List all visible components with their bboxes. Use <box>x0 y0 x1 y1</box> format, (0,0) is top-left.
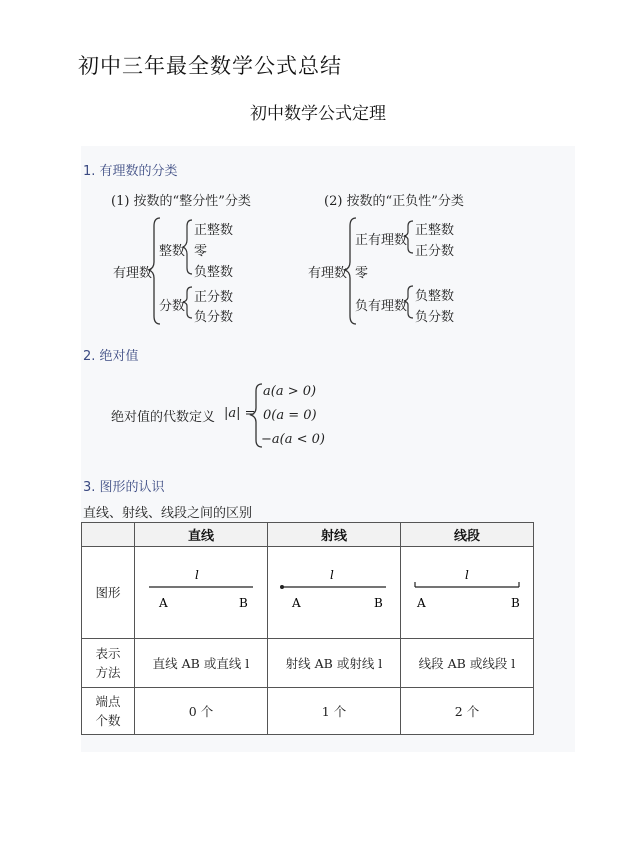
table-header-cell: 直线 <box>135 523 268 547</box>
class2-group1-item: 正分数 <box>415 244 455 259</box>
segment-figure <box>401 561 533 621</box>
abs-case: a(a > 0) <box>263 384 317 399</box>
row-label <box>82 688 135 735</box>
figure-line-cell <box>135 547 268 639</box>
class2-root: 有理数 <box>308 266 348 281</box>
class1-group2-item: 正分数 <box>194 290 234 305</box>
class2-group2: 负有理数 <box>355 299 408 314</box>
main-title: 初中三年最全数学公式总结 <box>78 54 342 78</box>
endpoint-cell: 1 个 <box>268 688 401 735</box>
class2-group1-item: 正整数 <box>415 223 455 238</box>
line-label: l <box>465 568 469 582</box>
point-a-label: A <box>159 596 168 610</box>
endpoint-cell: 2 个 <box>401 688 534 735</box>
row-label-text: 表示方法 <box>95 646 121 680</box>
class1-root: 有理数 <box>113 266 153 281</box>
table-row <box>82 688 534 735</box>
notation-cell: 射线 AB 或射线 l <box>268 639 401 688</box>
point-b-label: B <box>239 596 248 610</box>
table-caption: 直线、射线、线段之间的区别 <box>83 506 253 521</box>
class1-group1: 整数 <box>159 244 186 259</box>
class2-zero: 零 <box>355 266 369 281</box>
table-header-cell: 射线 <box>268 523 401 547</box>
ray-figure <box>268 561 400 621</box>
class1-caption: (1) 按数的“整分性”分类 <box>111 194 251 209</box>
class1-group2: 分数 <box>159 299 186 314</box>
section-2-heading: 2. 绝对值 <box>83 349 139 364</box>
class2-group2-item: 负整数 <box>415 289 455 304</box>
row-label <box>82 639 135 688</box>
point-b-label: B <box>374 596 383 610</box>
line-label: l <box>330 568 334 582</box>
abs-label: 绝对值的代数定义 <box>111 410 216 425</box>
row-label-text: 端点个数 <box>95 694 121 728</box>
point-b-label: B <box>511 596 520 610</box>
endpoint-cell: 0 个 <box>135 688 268 735</box>
comparison-table <box>81 522 534 735</box>
table-header-corner <box>82 523 135 547</box>
class2-caption: (2) 按数的“正负性”分类 <box>324 194 464 209</box>
row-label: 图形 <box>82 547 135 639</box>
class1-group2-item: 负分数 <box>194 310 234 325</box>
table-row <box>82 639 534 688</box>
class2-group1: 正有理数 <box>355 233 408 248</box>
point-a-label: A <box>417 596 426 610</box>
point-a-label: A <box>292 596 301 610</box>
table-header-cell: 线段 <box>401 523 534 547</box>
figure-ray-cell <box>268 547 401 639</box>
class2-group2-item: 负分数 <box>415 310 455 325</box>
section-3-heading: 3. 图形的认识 <box>83 480 165 495</box>
sub-title: 初中数学公式定理 <box>250 104 386 124</box>
notation-cell: 直线 AB 或直线 l <box>135 639 268 688</box>
class1-group1-item: 正整数 <box>194 223 234 238</box>
figure-segment-cell <box>401 547 534 639</box>
section-1-heading: 1. 有理数的分类 <box>83 164 178 179</box>
abs-case: −a(a < 0) <box>261 432 325 447</box>
notation-cell: 线段 AB 或线段 l <box>401 639 534 688</box>
class1-group1-item: 负整数 <box>194 265 234 280</box>
abs-lhs: |a| = <box>224 406 256 421</box>
table-row <box>82 547 534 639</box>
abs-case: 0(a = 0) <box>263 408 317 423</box>
line-figure <box>135 561 267 621</box>
table-header-row <box>82 523 534 547</box>
line-label: l <box>195 568 199 582</box>
class1-group1-item: 零 <box>194 244 208 259</box>
